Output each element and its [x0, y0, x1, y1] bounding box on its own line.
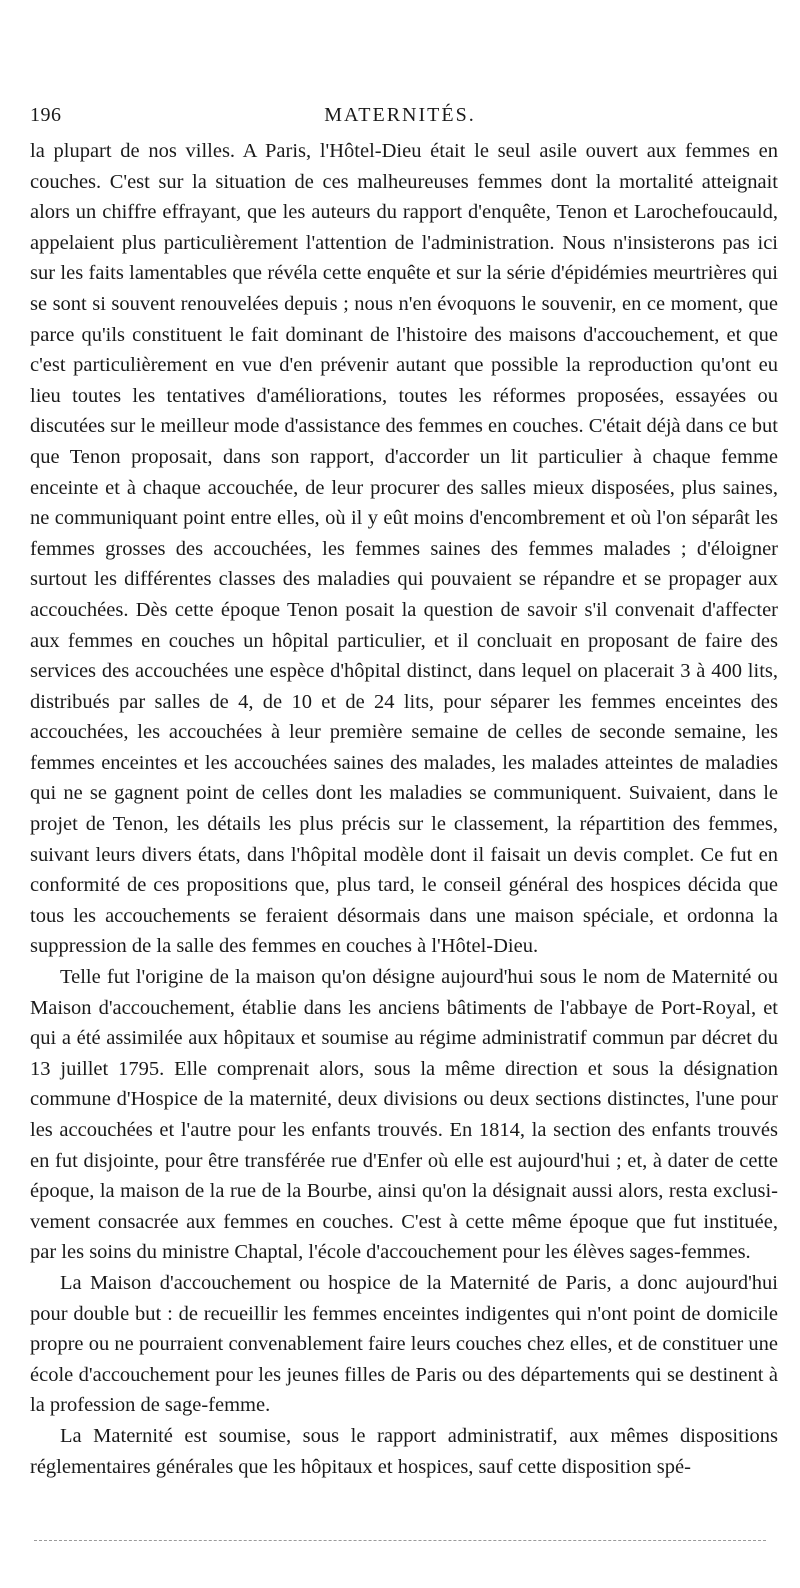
paragraph: Telle fut l'origine de la maison qu'on désigne aujourd'hui sous le nom de Maternité ou Maison d'accouchement, établie dans les anciens bâtiments de l'abbaye de Port-Royal, et qui a été assimilée aux hôpitaux et soumise au régime administratif commun par décret du 13 juillet 1795. Elle comprenait alors, sous la même direction et sous la désignation commune d'Hospice de la maternité, deux divisions ou deux sections distinctes, l'une pour les accouchées et l'autre pour les enfants trouvés. En 1814, la section des enfants trouvés en fut disjointe, pour être transférée rue d'Enfer où elle est aujourd'hui ; et, à dater de cette époque, la maison de la rue de la Bourbe, ainsi qu'on la désignait aussi alors, resta exclusivement consacrée aux femmes en couches. C'est à cette même époque que fut instituée, par les soins du ministre Chaptal, l'école d'accouchement pour les élèves sages-femmes.: [30, 966, 778, 1264]
paragraph: la plupart de nos villes. A Paris, l'Hôtel-Dieu était le seul asile ouvert aux femmes en couches. C'est sur la situation de ces malheureuses femmes dont la mortalité atteignait alors un chiffre effrayant, que les auteurs du rapport d'enquête, Tenon et Larochefoucauld, appelaient plus particulièrement l'attention de l'administration. Nous n'insisterons pas ici sur les faits lamentables que révéla cette enquête et sur la série d'épidémies meurtrières qui se sont si souvent renouvelées depuis ; nous n'en évoquons le souvenir, en ce moment, que parce qu'ils constituent le fait dominant de l'histoire des maisons d'accouchement, et que c'est particulièrement en vue d'en prévenir autant que possible la reproduction qu'ont eu lieu toutes les tentatives d'améliorations, toutes les réformes proposées, essayées ou discutées sur le meilleur mode d'assistance des femmes en couches. C'était déjà dans ce but que Tenon proposait, dans son rapport, d'accorder un lit particulier à chaque femme enceinte et à chaque accouchée, de leur procurer des salles mieux disposées, plus saines, ne communiquant point entre elles, où il y eût moins d'encombrement et où l'on séparât les femmes grosses des accouchées, les femmes saines des femmes malades ; d'éloigner surtout les différentes classes des maladies qui pouvaient se répandre et se propager aux accouchées. Dès cette époque Tenon posait la question de savoir s'il convenait d'affecter aux femmes en couches un hôpital particulier, et il concluait en proposant de faire des services des accouchées une espèce d'hôpital distinct, dans lequel on placerait 3 à 400 lits, distribués par salles de 4, de 10 et de 24 lits, pour séparer les femmes enceintes des accouchées, les accouchées à leur première semaine de celles de seconde semaine, les femmes enceintes et les accouchées saines des malades, les malades atteintes de maladies qui ne se gagnent point de celles dont les maladies se communiquent. Suivaient, dans le projet de Tenon, les détails les plus précis sur le classement, la répartition des femmes, suivant leurs divers états, dans l'hôpital modèle dont il faisait un devis complet. Ce fut en conformité de ces propositions que, plus tard, le conseil général des hospices décida que tous les accouchements se feraient désormais dans une maison spéciale, et ordonna la suppression de la salle des femmes en couches à l'Hôtel-Dieu.: [30, 140, 778, 958]
paragraph: La Maison d'accouchement ou hospice de la Maternité de Paris, a donc aujourd'hui pour double but : de recueillir les femmes enceintes indigentes qui n'ont point de domicile propre ou ne pourraient convenablement faire leurs couches chez elles, et de constituer une école d'accouchement pour les jeunes filles de Paris ou des départements qui se destinent à la profession de sage-femme.: [30, 1271, 778, 1417]
page-header: [30, 104, 770, 134]
paragraph: La Maternité est soumise, sous le rapport administratif, aux mêmes dispositions réglementaires générales que les hôpitaux et hospices, sauf cette disposition spé-: [30, 1424, 778, 1478]
footer-rule: [34, 1540, 766, 1541]
page-number: 196: [30, 104, 62, 126]
running-title: MATERNITÉS.: [324, 104, 476, 126]
body-text: [30, 136, 778, 1482]
